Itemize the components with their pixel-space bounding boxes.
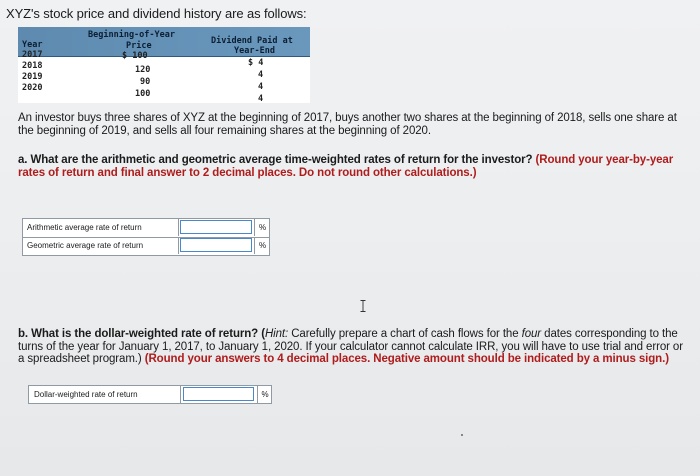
part-b-question-start: b. What is the dollar-weighted rate of return? (	[18, 328, 265, 340]
header-dividend-line1: Dividend Paid at	[211, 36, 293, 46]
row-dividend: 4	[258, 94, 264, 104]
part-b-answer-table	[28, 385, 272, 404]
price-dividend-table	[18, 27, 310, 103]
arithmetic-percent-unit: %	[254, 219, 270, 236]
part-b-question	[18, 328, 684, 366]
row-price: 90	[140, 77, 151, 87]
dollar-weighted-label: Dollar-weighted rate of return	[29, 386, 181, 403]
dollar-weighted-percent-unit: %	[257, 386, 272, 403]
row-year: 2017	[22, 50, 43, 60]
row-price: 100	[135, 89, 151, 99]
header-price-line1: Beginning-of-Year	[88, 30, 175, 40]
part-a-answer-table	[22, 218, 270, 256]
hint-text-2: dates corresponding to the turns of the year for January 1, 2017, to January 1, 2020. If your calculator cannot calculate IRR, you will have to use trial and error or a spreadsheet program.)	[18, 328, 683, 365]
header-year: Year	[22, 40, 43, 50]
part-a-instruction: (Round your year-by-year rates of return and final answer to 2 decimal places. Do not round other calculations.)	[18, 154, 674, 179]
row-dividend: 4	[258, 70, 264, 80]
part-a-question	[18, 154, 682, 179]
arithmetic-label: Arithmetic average rate of return	[23, 219, 179, 236]
header-dividend-line2: Year-End	[234, 46, 275, 56]
row-year: 2019	[22, 72, 43, 82]
row-price: 120	[135, 65, 151, 75]
hint-four: four	[521, 328, 542, 340]
hint-text-1: Carefully prepare a chart of cash flows for the	[288, 328, 522, 340]
row-year: 2020	[22, 83, 43, 93]
dollar-weighted-input[interactable]	[183, 387, 254, 401]
row-year: 2018	[22, 61, 43, 71]
screen-speck	[461, 434, 463, 436]
header-price-line2: Price	[126, 41, 152, 51]
arithmetic-average-input[interactable]	[180, 220, 252, 234]
geometric-label: Geometric average rate of return	[23, 237, 179, 254]
part-b-instruction: (Round your answers to 4 decimal places. Negative amount should be indicated by a minus sign.)	[144, 353, 669, 365]
scenario-text: An investor buys three shares of XYZ at the beginning of 2017, buys another two shares at the beginning of 2018, sells one share at the beginning of 2019, and sells all four remaining shares at the beginning of 2020.	[18, 112, 677, 137]
question-intro: XYZ's stock price and dividend history are as follows:	[6, 6, 307, 21]
row-dividend: $ 4	[248, 58, 264, 68]
hint-label: Hint:	[264, 328, 289, 340]
row-price: $ 100	[122, 51, 148, 61]
part-a-question-text: a. What are the arithmetic and geometric average time-weighted rates of return for the investor?	[18, 154, 533, 166]
arithmetic-row	[23, 219, 269, 238]
geometric-row	[23, 237, 269, 255]
row-dividend: 4	[258, 82, 264, 92]
i-beam-cursor-icon	[360, 300, 366, 312]
geometric-average-input[interactable]	[180, 238, 252, 252]
geometric-percent-unit: %	[254, 237, 270, 254]
